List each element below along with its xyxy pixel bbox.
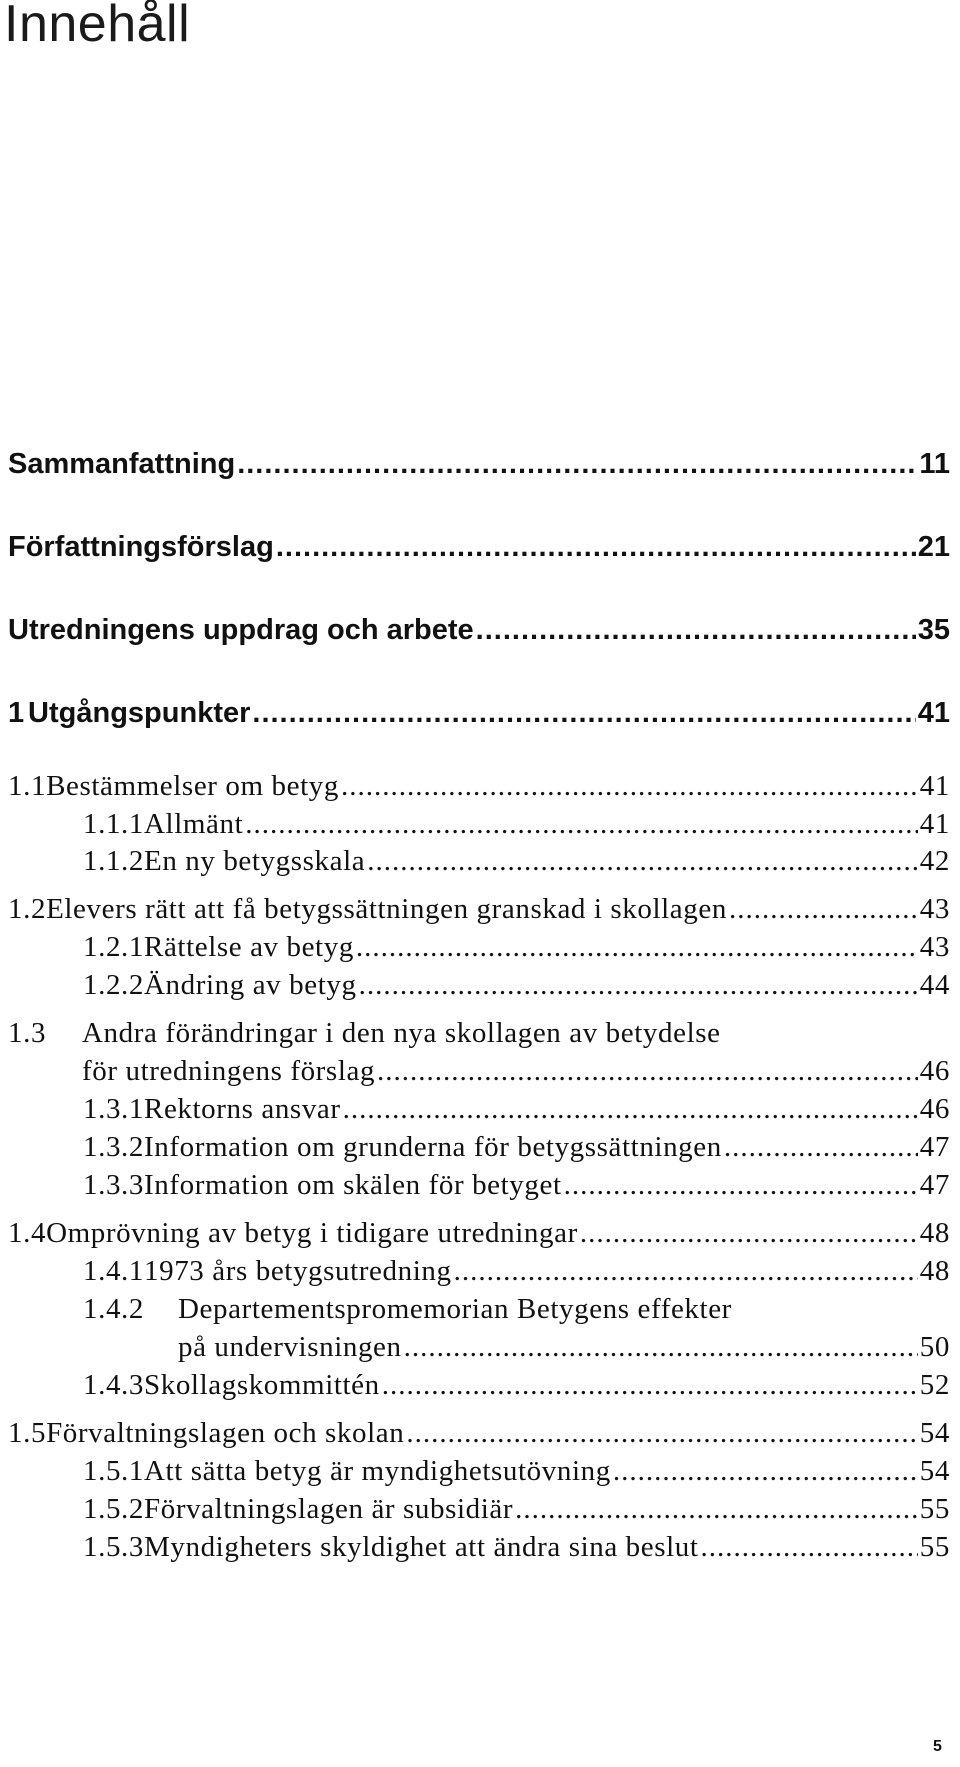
toc-entry-1-4-3[interactable]	[83, 1369, 950, 1402]
toc-number: 1.2.1	[83, 931, 144, 963]
toc-page-number: 47	[919, 1169, 950, 1201]
toc-page-number: 50	[919, 1331, 950, 1363]
toc-entry-uppdrag[interactable]	[8, 614, 950, 647]
toc-page-number: 54	[919, 1455, 950, 1487]
dot-leader	[382, 1369, 918, 1402]
dot-leader	[406, 1417, 917, 1450]
page-title: Innehåll	[4, 0, 191, 53]
dot-leader	[613, 1455, 918, 1488]
toc-number: 1.4.1	[83, 1255, 144, 1287]
dot-leader	[580, 1217, 918, 1250]
toc-entry-1-3-1[interactable]	[83, 1093, 950, 1126]
dot-leader	[515, 1493, 918, 1526]
dot-leader	[343, 1093, 918, 1126]
toc-page-number: 43	[919, 931, 950, 963]
toc-page-number: 48	[919, 1255, 950, 1287]
toc-entry-1-3-3[interactable]	[83, 1169, 950, 1202]
page-folio: 5	[933, 1738, 942, 1755]
toc-entry-1-1-1[interactable]	[83, 808, 950, 841]
toc-page-number: 55	[919, 1493, 950, 1525]
dot-leader	[724, 1131, 918, 1164]
toc-entry-label-continued: för utredningens förslag	[82, 1055, 376, 1087]
toc-number: 1	[8, 697, 25, 729]
toc-number: 1.3	[8, 1017, 47, 1049]
toc-number: 1.4.2	[83, 1293, 144, 1325]
toc-entry-1-5-2[interactable]	[83, 1493, 950, 1526]
toc-entry-label-continued: på undervisningen	[178, 1331, 402, 1363]
toc-page-number: 55	[919, 1531, 950, 1563]
toc-entry-label: Författningsförslag	[8, 531, 274, 563]
dot-leader	[359, 969, 918, 1002]
toc-page-number: 42	[919, 845, 950, 877]
toc-entry-label: Elevers rätt att få betygssättningen granskad i skollagen	[46, 893, 727, 925]
toc-page-number: 54	[919, 1417, 950, 1449]
dot-leader	[701, 1531, 918, 1564]
dot-leader	[454, 1255, 918, 1288]
toc-entry-label: Information om skälen för betyget	[144, 1169, 562, 1201]
toc-entry-label: Rektorns ansvar	[144, 1093, 341, 1125]
toc-entry-1-1-2[interactable]	[83, 845, 950, 878]
toc-entry-label: Att sätta betyg är myndighetsutövning	[144, 1455, 611, 1487]
toc-number: 1.3.1	[83, 1093, 144, 1125]
dot-leader	[245, 808, 918, 841]
toc-entry-1-3-line2[interactable]	[82, 1055, 950, 1088]
toc-page-number: 52	[919, 1369, 950, 1401]
toc-entry-label: Allmänt	[144, 808, 244, 840]
toc-entry-label: Information om grunderna för betygssättningen	[144, 1131, 722, 1163]
toc-entry-label: Förvaltningslagen är subsidiär	[144, 1493, 514, 1525]
toc-entry-1-4-2-line2[interactable]	[178, 1331, 950, 1364]
toc-entry-1-3-2[interactable]	[83, 1131, 950, 1164]
toc-page-number: 21	[917, 531, 950, 563]
toc-number: 1.4.3	[83, 1369, 144, 1401]
toc-entry-label: Departementspromemorian Betygens effekter	[178, 1293, 732, 1325]
dot-leader	[377, 1055, 918, 1088]
toc-page-number: 11	[919, 448, 950, 480]
toc-entry-label: Sammanfattning	[8, 448, 236, 480]
toc-entry-label: Bestämmelser om betyg	[46, 770, 339, 802]
toc-number: 1.5	[8, 1417, 47, 1449]
toc-page-number: 46	[919, 1055, 950, 1087]
toc-entry-1-2-2[interactable]	[83, 969, 950, 1002]
toc-number: 1.1.2	[83, 845, 144, 877]
dot-leader	[564, 1169, 918, 1202]
toc-entry-1-4-2-line1[interactable]	[83, 1293, 732, 1326]
toc-entry-label: Ändring av betyg	[144, 969, 357, 1001]
toc-entry-label: Förvaltningslagen och skolan	[46, 1417, 405, 1449]
dot-leader	[341, 770, 918, 803]
toc-page-number: 41	[917, 697, 950, 729]
toc-entry-forfattningsforslag[interactable]	[8, 531, 950, 564]
toc-page-number: 46	[919, 1093, 950, 1125]
toc-entry-sammanfattning[interactable]	[8, 448, 950, 481]
toc-entry-1-3-line1[interactable]	[8, 1017, 721, 1050]
toc-page-number: 47	[919, 1131, 950, 1163]
toc-entry-label: Skollagskommittén	[144, 1369, 380, 1401]
toc-entry-label: 1973 års betygsutredning	[144, 1255, 452, 1287]
toc-page-number: 44	[919, 969, 950, 1001]
toc-entry-1-5-3[interactable]	[83, 1531, 950, 1564]
toc-number: 1.5.3	[83, 1531, 144, 1563]
toc-number: 1.1.1	[83, 808, 144, 840]
toc-number: 1.2.2	[83, 969, 144, 1001]
toc-entry-label: Utgångspunkter	[28, 697, 251, 729]
toc-number: 1.3.2	[83, 1131, 144, 1163]
toc-entry-1-4-1[interactable]	[83, 1255, 950, 1288]
toc-entry-label: Omprövning av betyg i tidigare utredningar	[46, 1217, 578, 1249]
toc-entry-1-5-1[interactable]	[83, 1455, 950, 1488]
toc-entry-label: Utredningens uppdrag och arbete	[8, 614, 474, 646]
dot-leader	[729, 893, 918, 926]
dot-leader	[237, 448, 917, 481]
dot-leader	[252, 697, 915, 730]
toc-page-number: 41	[919, 808, 950, 840]
toc-entry-1-5[interactable]	[8, 1417, 950, 1450]
toc-page-number: 41	[919, 770, 950, 802]
dot-leader	[476, 614, 916, 647]
toc-number: 1.5.2	[83, 1493, 144, 1525]
toc-entry-1-2-1[interactable]	[83, 931, 950, 964]
toc-page-number: 43	[919, 893, 950, 925]
toc-entry-label: Myndigheters skyldighet att ändra sina beslut	[144, 1531, 699, 1563]
toc-number: 1.3.3	[83, 1169, 144, 1201]
toc-entry-chapter-1[interactable]	[8, 697, 950, 730]
toc-number: 1.2	[8, 893, 47, 925]
toc-number: 1.4	[8, 1217, 47, 1249]
toc-entry-1-2[interactable]	[8, 893, 950, 926]
toc-number: 1.5.1	[83, 1455, 144, 1487]
toc-page-number: 35	[917, 614, 950, 646]
toc-entry-1-4[interactable]	[8, 1217, 950, 1250]
toc-entry-1-1[interactable]	[8, 770, 950, 803]
dot-leader	[367, 845, 918, 878]
dot-leader	[356, 931, 918, 964]
toc-entry-label: En ny betygsskala	[144, 845, 366, 877]
dot-leader	[276, 531, 916, 564]
dot-leader	[404, 1331, 918, 1364]
toc-page-number: 48	[919, 1217, 950, 1249]
toc-entry-label: Rättelse av betyg	[144, 931, 354, 963]
toc-entry-label: Andra förändringar i den nya skollagen av betydelse	[82, 1017, 721, 1049]
toc-number: 1.1	[8, 770, 47, 802]
